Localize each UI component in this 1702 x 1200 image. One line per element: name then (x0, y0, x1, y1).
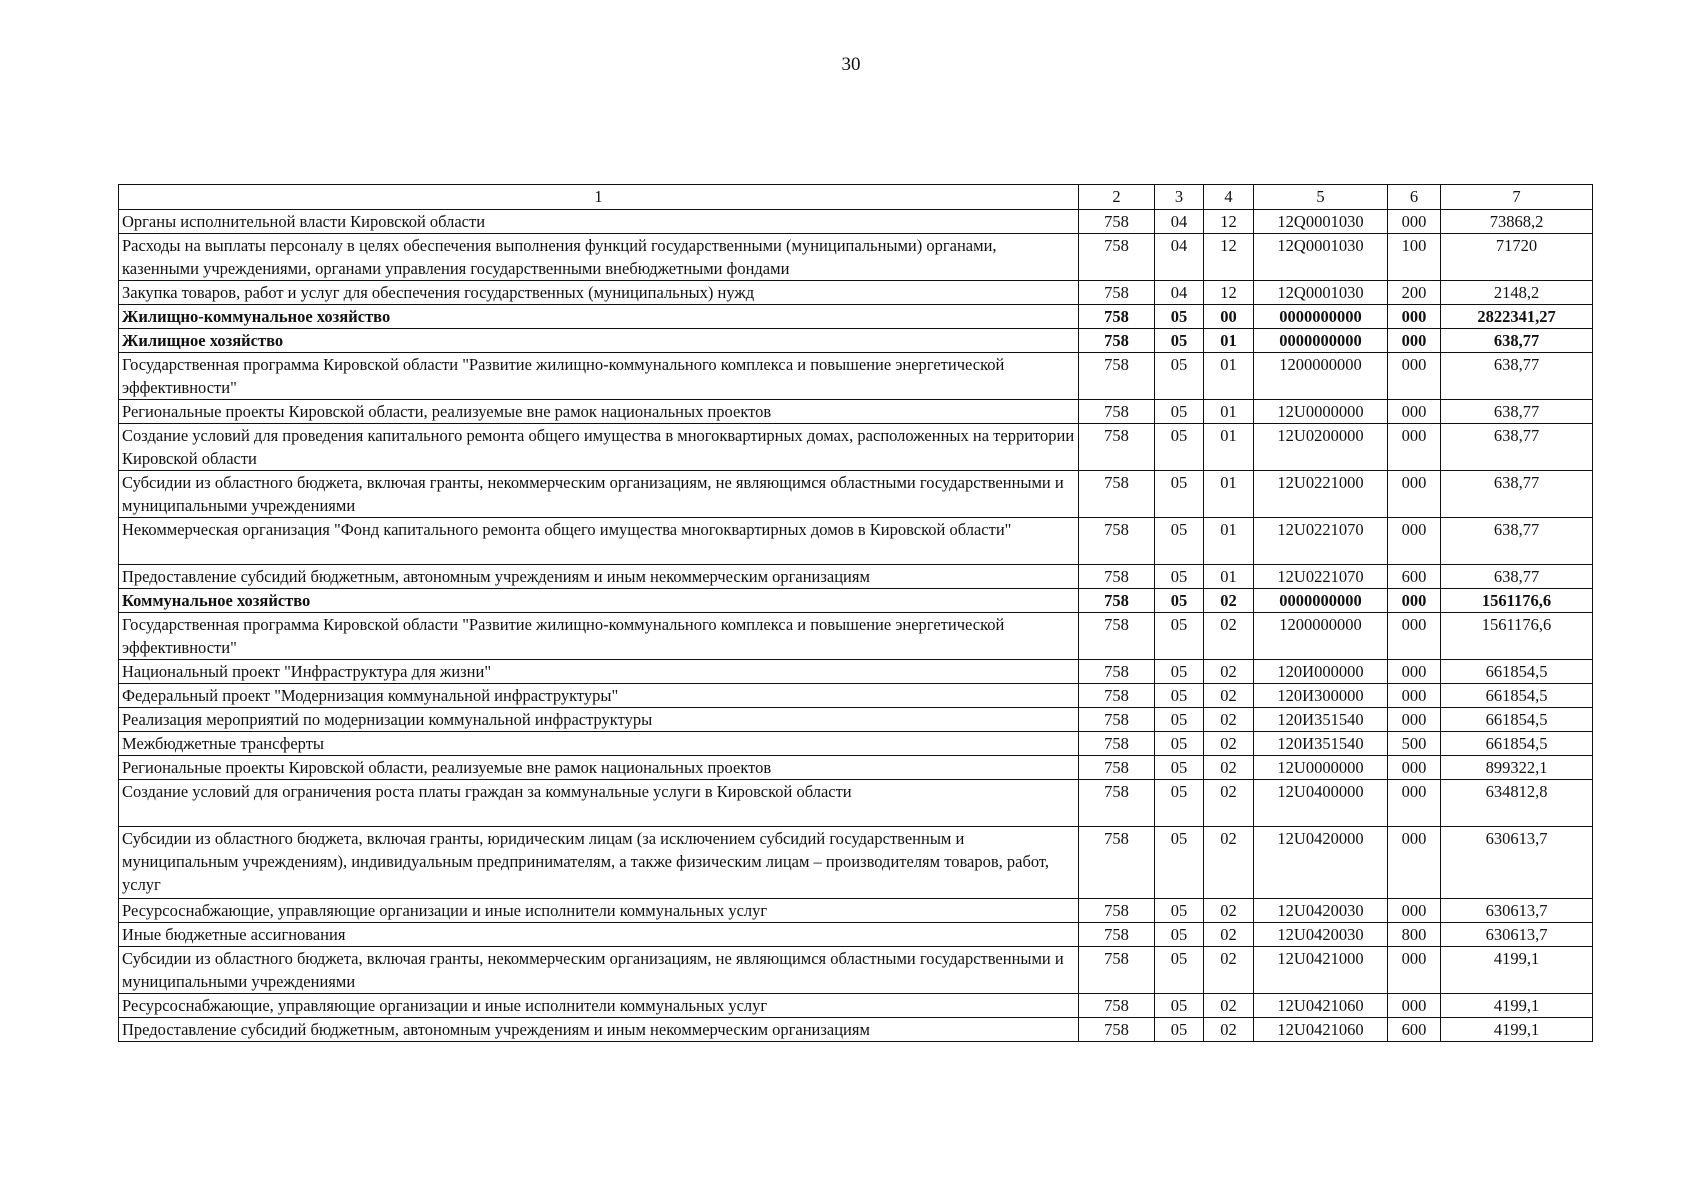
table-row (119, 210, 1593, 234)
table-row (119, 756, 1593, 780)
row-code-cell: 758 (1079, 827, 1155, 899)
row-target-cell: 0000000000 (1254, 329, 1388, 353)
row-type-cell: 000 (1388, 471, 1441, 518)
row-type-cell: 600 (1388, 565, 1441, 589)
table-row (119, 305, 1593, 329)
table-row (119, 329, 1593, 353)
row-section-cell: 05 (1155, 994, 1204, 1018)
row-name-cell: Субсидии из областного бюджета, включая гранты, некоммерческим организациям, не являющимся областными государственными и муниципальными учреждениями (119, 947, 1079, 994)
row-subsection-cell: 01 (1204, 518, 1254, 565)
row-subsection-cell: 01 (1204, 400, 1254, 424)
row-section-cell: 05 (1155, 589, 1204, 613)
row-section-cell: 05 (1155, 424, 1204, 471)
table-row (119, 732, 1593, 756)
table-row (119, 471, 1593, 518)
table-row (119, 947, 1593, 994)
row-target-cell: 12U0221070 (1254, 565, 1388, 589)
row-type-cell: 000 (1388, 827, 1441, 899)
row-target-cell: 12U0421060 (1254, 1018, 1388, 1042)
row-name-cell: Региональные проекты Кировской области, реализуемые вне рамок национальных проектов (119, 400, 1079, 424)
row-type-cell: 000 (1388, 305, 1441, 329)
row-name-cell: Органы исполнительной власти Кировской области (119, 210, 1079, 234)
row-code-cell: 758 (1079, 329, 1155, 353)
header-cell: 3 (1155, 185, 1204, 210)
header-row (119, 185, 1593, 210)
row-section-cell: 05 (1155, 1018, 1204, 1042)
row-code-cell: 758 (1079, 684, 1155, 708)
row-section-cell: 05 (1155, 947, 1204, 994)
row-amount-cell: 634812,8 (1441, 780, 1593, 827)
row-section-cell: 05 (1155, 756, 1204, 780)
row-subsection-cell: 01 (1204, 565, 1254, 589)
row-code-cell: 758 (1079, 780, 1155, 827)
row-section-cell: 05 (1155, 827, 1204, 899)
row-subsection-cell: 02 (1204, 780, 1254, 827)
row-section-cell: 05 (1155, 565, 1204, 589)
row-code-cell: 758 (1079, 1018, 1155, 1042)
row-code-cell: 758 (1079, 471, 1155, 518)
row-code-cell: 758 (1079, 660, 1155, 684)
row-type-cell: 000 (1388, 329, 1441, 353)
row-code-cell: 758 (1079, 923, 1155, 947)
row-type-cell: 000 (1388, 589, 1441, 613)
row-code-cell: 758 (1079, 994, 1155, 1018)
row-subsection-cell: 01 (1204, 353, 1254, 400)
row-amount-cell: 1561176,6 (1441, 589, 1593, 613)
row-type-cell: 500 (1388, 732, 1441, 756)
row-target-cell: 12Q0001030 (1254, 281, 1388, 305)
row-name-cell: Некоммерческая организация "Фонд капитального ремонта общего имущества многоквартирных домов в Кировской области" (119, 518, 1079, 565)
row-target-cell: 12U0400000 (1254, 780, 1388, 827)
row-amount-cell: 638,77 (1441, 353, 1593, 400)
row-code-cell: 758 (1079, 210, 1155, 234)
row-name-cell: Региональные проекты Кировской области, реализуемые вне рамок национальных проектов (119, 756, 1079, 780)
row-section-cell: 05 (1155, 353, 1204, 400)
row-type-cell: 000 (1388, 947, 1441, 994)
row-code-cell: 758 (1079, 947, 1155, 994)
row-amount-cell: 4199,1 (1441, 1018, 1593, 1042)
row-section-cell: 05 (1155, 329, 1204, 353)
row-amount-cell: 661854,5 (1441, 684, 1593, 708)
table-row (119, 994, 1593, 1018)
row-subsection-cell: 01 (1204, 424, 1254, 471)
row-amount-cell: 71720 (1441, 234, 1593, 281)
header-cell: 5 (1254, 185, 1388, 210)
row-name-cell: Жилищно-коммунальное хозяйство (119, 305, 1079, 329)
header-cell: 7 (1441, 185, 1593, 210)
row-subsection-cell: 02 (1204, 899, 1254, 923)
table-row (119, 565, 1593, 589)
row-amount-cell: 661854,5 (1441, 732, 1593, 756)
row-subsection-cell: 02 (1204, 708, 1254, 732)
row-subsection-cell: 02 (1204, 923, 1254, 947)
row-type-cell: 000 (1388, 400, 1441, 424)
row-section-cell: 05 (1155, 923, 1204, 947)
table-row (119, 281, 1593, 305)
row-section-cell: 05 (1155, 708, 1204, 732)
row-amount-cell: 661854,5 (1441, 708, 1593, 732)
row-type-cell: 000 (1388, 424, 1441, 471)
row-section-cell: 05 (1155, 400, 1204, 424)
table-row (119, 923, 1593, 947)
header-cell: 2 (1079, 185, 1155, 210)
row-amount-cell: 638,77 (1441, 424, 1593, 471)
row-name-cell: Государственная программа Кировской области "Развитие жилищно-коммунального комплекса и повышение энергетической эффективности" (119, 353, 1079, 400)
row-subsection-cell: 02 (1204, 613, 1254, 660)
row-target-cell: 120И351540 (1254, 732, 1388, 756)
row-name-cell: Расходы на выплаты персоналу в целях обеспечения выполнения функций государственными (муниципальными) органами, казенными учреждениями, органами управления государственными внебюджетными фондами (119, 234, 1079, 281)
row-type-cell: 800 (1388, 923, 1441, 947)
row-target-cell: 12U0421000 (1254, 947, 1388, 994)
row-subsection-cell: 02 (1204, 589, 1254, 613)
table-row (119, 353, 1593, 400)
row-amount-cell: 1561176,6 (1441, 613, 1593, 660)
row-subsection-cell: 02 (1204, 660, 1254, 684)
row-target-cell: 12U0420030 (1254, 899, 1388, 923)
row-subsection-cell: 01 (1204, 471, 1254, 518)
row-code-cell: 758 (1079, 756, 1155, 780)
row-amount-cell: 4199,1 (1441, 947, 1593, 994)
row-code-cell: 758 (1079, 400, 1155, 424)
row-name-cell: Реализация мероприятий по модернизации коммунальной инфраструктуры (119, 708, 1079, 732)
row-code-cell: 758 (1079, 589, 1155, 613)
row-type-cell: 000 (1388, 518, 1441, 565)
row-amount-cell: 638,77 (1441, 565, 1593, 589)
table-row (119, 827, 1593, 899)
row-name-cell: Ресурсоснабжающие, управляющие организации и иные исполнители коммунальных услуг (119, 994, 1079, 1018)
row-amount-cell: 638,77 (1441, 518, 1593, 565)
table-row (119, 684, 1593, 708)
row-name-cell: Предоставление субсидий бюджетным, автономным учреждениям и иным некоммерческим организациям (119, 1018, 1079, 1042)
table-row (119, 234, 1593, 281)
row-name-cell: Коммунальное хозяйство (119, 589, 1079, 613)
row-code-cell: 758 (1079, 281, 1155, 305)
row-type-cell: 000 (1388, 756, 1441, 780)
row-type-cell: 000 (1388, 994, 1441, 1018)
row-code-cell: 758 (1079, 613, 1155, 660)
row-target-cell: 120И351540 (1254, 708, 1388, 732)
row-name-cell: Предоставление субсидий бюджетным, автономным учреждениям и иным некоммерческим организациям (119, 565, 1079, 589)
row-name-cell: Создание условий для ограничения роста платы граждан за коммунальные услуги в Кировской области (119, 780, 1079, 827)
row-name-cell: Субсидии из областного бюджета, включая гранты, юридическим лицам (за исключением субсидий государственным и муниципальным учреждениям), индивидуальным предпринимателям, а также физическим лицам – производителям товаров, работ, услуг (119, 827, 1079, 899)
row-subsection-cell: 02 (1204, 756, 1254, 780)
budget-table (118, 184, 1593, 1042)
row-target-cell: 12U0221000 (1254, 471, 1388, 518)
row-amount-cell: 661854,5 (1441, 660, 1593, 684)
row-target-cell: 1200000000 (1254, 613, 1388, 660)
row-target-cell: 120И300000 (1254, 684, 1388, 708)
row-section-cell: 05 (1155, 732, 1204, 756)
row-target-cell: 1200000000 (1254, 353, 1388, 400)
row-type-cell: 600 (1388, 1018, 1441, 1042)
row-type-cell: 000 (1388, 899, 1441, 923)
row-name-cell: Государственная программа Кировской области "Развитие жилищно-коммунального комплекса и повышение энергетической эффективности" (119, 613, 1079, 660)
row-subsection-cell: 02 (1204, 684, 1254, 708)
table-row (119, 589, 1593, 613)
row-section-cell: 05 (1155, 305, 1204, 329)
row-target-cell: 12U0420030 (1254, 923, 1388, 947)
table-row (119, 899, 1593, 923)
row-type-cell: 000 (1388, 210, 1441, 234)
row-section-cell: 04 (1155, 210, 1204, 234)
row-type-cell: 000 (1388, 708, 1441, 732)
row-amount-cell: 638,77 (1441, 471, 1593, 518)
row-section-cell: 05 (1155, 780, 1204, 827)
header-cell: 6 (1388, 185, 1441, 210)
row-amount-cell: 4199,1 (1441, 994, 1593, 1018)
row-target-cell: 12Q0001030 (1254, 210, 1388, 234)
row-amount-cell: 2148,2 (1441, 281, 1593, 305)
header-cell: 1 (119, 185, 1079, 210)
table-row (119, 613, 1593, 660)
row-section-cell: 05 (1155, 899, 1204, 923)
row-name-cell: Субсидии из областного бюджета, включая гранты, некоммерческим организациям, не являющимся областными государственными и муниципальными учреждениями (119, 471, 1079, 518)
row-section-cell: 05 (1155, 684, 1204, 708)
row-target-cell: 0000000000 (1254, 589, 1388, 613)
row-code-cell: 758 (1079, 899, 1155, 923)
row-amount-cell: 630613,7 (1441, 827, 1593, 899)
header-cell: 4 (1204, 185, 1254, 210)
row-subsection-cell: 02 (1204, 827, 1254, 899)
row-section-cell: 05 (1155, 471, 1204, 518)
row-target-cell: 0000000000 (1254, 305, 1388, 329)
row-code-cell: 758 (1079, 305, 1155, 329)
row-code-cell: 758 (1079, 353, 1155, 400)
row-type-cell: 000 (1388, 660, 1441, 684)
row-name-cell: Создание условий для проведения капитального ремонта общего имущества в многоквартирных домах, расположенных на территории Кировской области (119, 424, 1079, 471)
row-subsection-cell: 00 (1204, 305, 1254, 329)
table-row (119, 424, 1593, 471)
row-type-cell: 000 (1388, 613, 1441, 660)
row-target-cell: 12Q0001030 (1254, 234, 1388, 281)
row-target-cell: 12U0421060 (1254, 994, 1388, 1018)
row-section-cell: 04 (1155, 234, 1204, 281)
row-amount-cell: 899322,1 (1441, 756, 1593, 780)
row-code-cell: 758 (1079, 708, 1155, 732)
row-subsection-cell: 01 (1204, 329, 1254, 353)
row-section-cell: 04 (1155, 281, 1204, 305)
row-section-cell: 05 (1155, 660, 1204, 684)
row-name-cell: Федеральный проект "Модернизация коммунальной инфраструктуры" (119, 684, 1079, 708)
row-code-cell: 758 (1079, 518, 1155, 565)
row-name-cell: Межбюджетные трансферты (119, 732, 1079, 756)
row-code-cell: 758 (1079, 424, 1155, 471)
table-row (119, 1018, 1593, 1042)
row-amount-cell: 638,77 (1441, 329, 1593, 353)
row-name-cell: Жилищное хозяйство (119, 329, 1079, 353)
row-type-cell: 000 (1388, 684, 1441, 708)
row-code-cell: 758 (1079, 234, 1155, 281)
row-subsection-cell: 02 (1204, 1018, 1254, 1042)
table-row (119, 708, 1593, 732)
row-target-cell: 12U0420000 (1254, 827, 1388, 899)
row-subsection-cell: 02 (1204, 947, 1254, 994)
row-name-cell: Иные бюджетные ассигнования (119, 923, 1079, 947)
row-code-cell: 758 (1079, 565, 1155, 589)
row-subsection-cell: 02 (1204, 732, 1254, 756)
row-type-cell: 000 (1388, 780, 1441, 827)
row-subsection-cell: 12 (1204, 210, 1254, 234)
row-amount-cell: 2822341,27 (1441, 305, 1593, 329)
row-name-cell: Ресурсоснабжающие, управляющие организации и иные исполнители коммунальных услуг (119, 899, 1079, 923)
row-target-cell: 12U0000000 (1254, 756, 1388, 780)
table-row (119, 780, 1593, 827)
row-type-cell: 200 (1388, 281, 1441, 305)
table-row (119, 660, 1593, 684)
table-row (119, 400, 1593, 424)
row-target-cell: 12U0000000 (1254, 400, 1388, 424)
row-subsection-cell: 02 (1204, 994, 1254, 1018)
row-type-cell: 000 (1388, 353, 1441, 400)
table-body (119, 210, 1593, 1042)
row-code-cell: 758 (1079, 732, 1155, 756)
table-row (119, 518, 1593, 565)
row-amount-cell: 73868,2 (1441, 210, 1593, 234)
row-target-cell: 12U0221070 (1254, 518, 1388, 565)
row-subsection-cell: 12 (1204, 234, 1254, 281)
page-number: 30 (841, 54, 861, 75)
row-name-cell: Закупка товаров, работ и услуг для обеспечения государственных (муниципальных) нужд (119, 281, 1079, 305)
row-amount-cell: 630613,7 (1441, 899, 1593, 923)
row-type-cell: 100 (1388, 234, 1441, 281)
row-section-cell: 05 (1155, 613, 1204, 660)
row-target-cell: 12U0200000 (1254, 424, 1388, 471)
row-amount-cell: 638,77 (1441, 400, 1593, 424)
row-name-cell: Национальный проект "Инфраструктура для жизни" (119, 660, 1079, 684)
row-amount-cell: 630613,7 (1441, 923, 1593, 947)
row-section-cell: 05 (1155, 518, 1204, 565)
row-subsection-cell: 12 (1204, 281, 1254, 305)
row-target-cell: 120И000000 (1254, 660, 1388, 684)
